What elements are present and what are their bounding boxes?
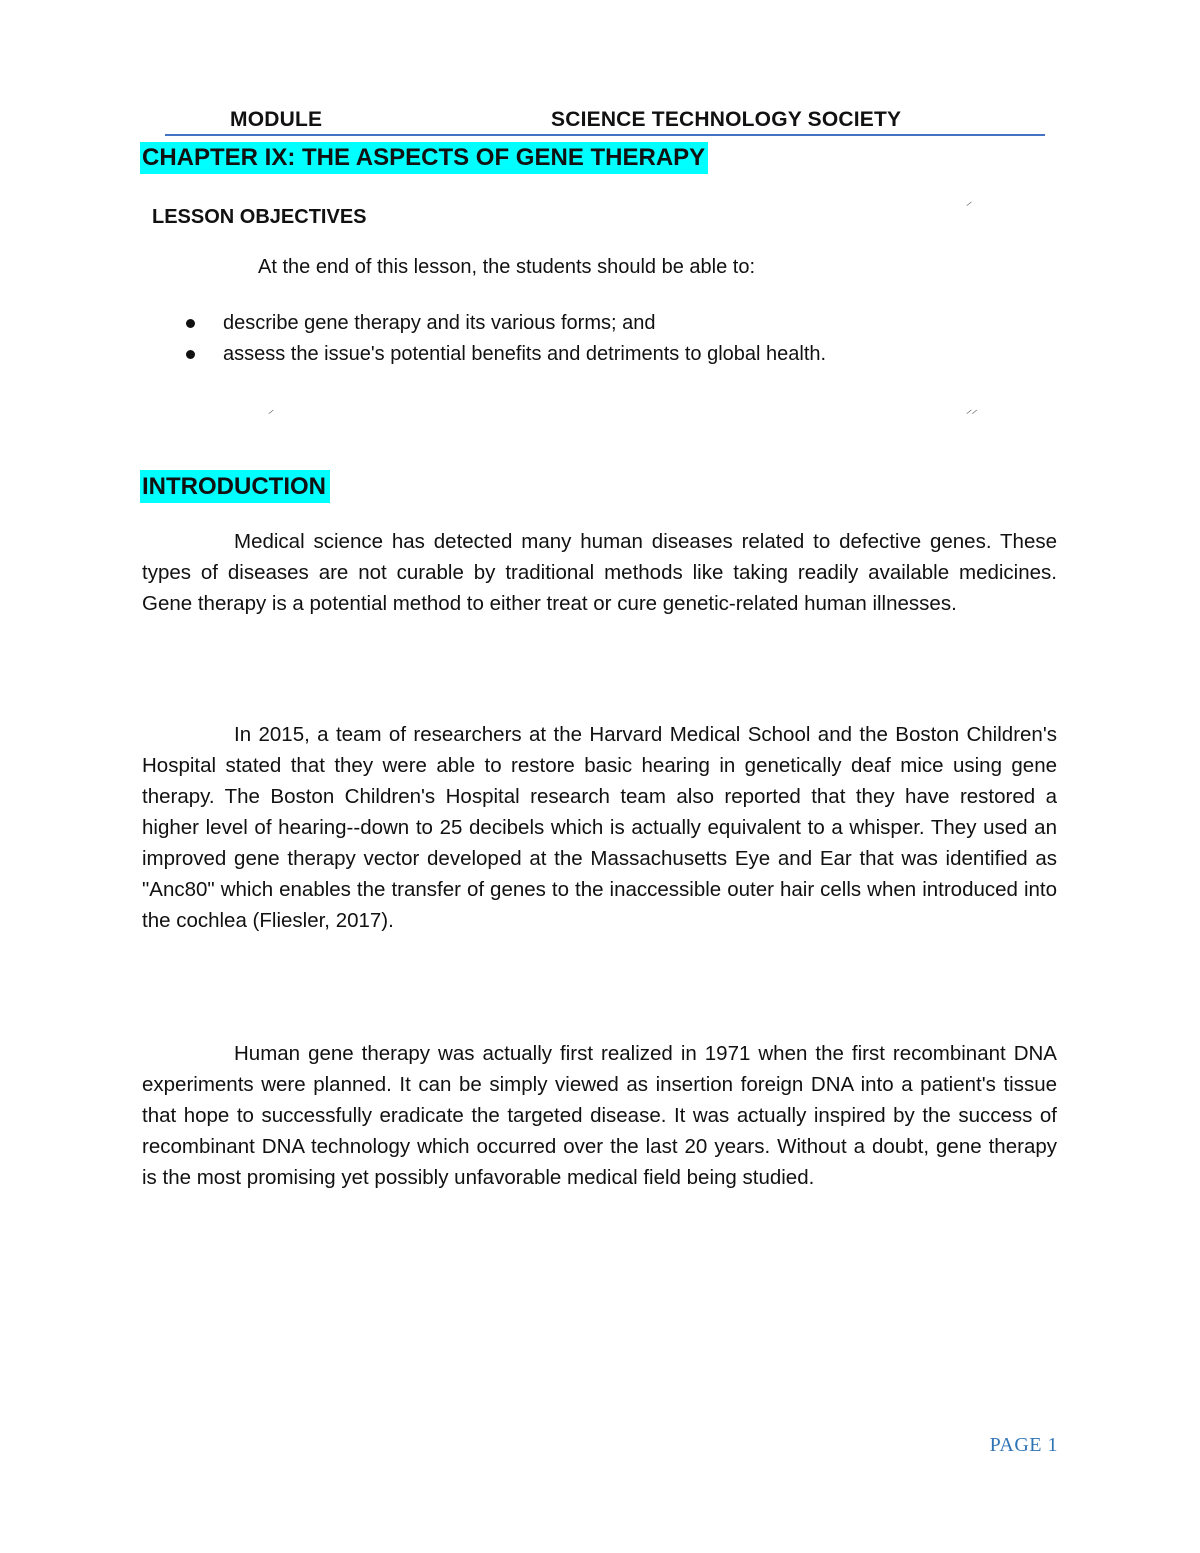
bullet-icon	[186, 319, 195, 328]
lesson-objectives-list	[186, 308, 826, 370]
stray-mark: ⸝⸝	[966, 403, 977, 416]
header-module-label: MODULE	[230, 108, 323, 131]
header-course-title: SCIENCE TECHNOLOGY SOCIETY	[551, 108, 902, 131]
lesson-objectives-intro: At the end of this lesson, the students should be able to:	[258, 256, 756, 278]
chapter-title: CHAPTER IX: THE ASPECTS OF GENE THERAPY	[140, 142, 708, 174]
bullet-icon	[186, 350, 195, 359]
lesson-objectives-heading: LESSON OBJECTIVES	[152, 206, 367, 228]
list-item	[186, 308, 826, 339]
page-header	[165, 108, 1045, 136]
stray-mark: ⸝	[268, 403, 274, 416]
list-item-text: describe gene therapy and its various forms; and	[223, 312, 656, 334]
introduction-paragraph: In 2015, a team of researchers at the Harvard Medical School and the Boston Children's Hospital stated that they were able to restore basic hearing in genetically deaf mice using gene therapy. The Boston Children's Hospital research team also reported that they have restored a higher level of hearing--down to 25 decibels which is actually equivalent to a whisper. They used an improved gene therapy vector developed at the Massachusetts Eye and Ear that was identified as "Anc80" which enables the transfer of genes to the inaccessible outer hair cells when introduced into the cochlea (Fliesler, 2017).	[142, 723, 1057, 932]
introduction-paragraph: Human gene therapy was actually first realized in 1971 when the first recombinant DNA experiments were planned. It can be simply viewed as insertion foreign DNA into a patient's tissue that hope to successfully eradicate the targeted disease. It was actually inspired by the success of recombinant DNA technology which occurred over the last 20 years. Without a doubt, gene therapy is the most promising yet possibly unfavorable medical field being studied.	[142, 1042, 1057, 1189]
list-item-text: assess the issue's potential benefits and detriments to global health.	[223, 343, 827, 365]
introduction-heading: INTRODUCTION	[140, 470, 330, 503]
page-number: PAGE 1	[989, 1434, 1058, 1456]
introduction-paragraph: Medical science has detected many human diseases related to defective genes. These types of diseases are not curable by traditional methods like taking readily available medicines. Gene therapy is a potential method to either treat or cure genetic-related human illnesses.	[142, 530, 1057, 615]
list-item	[186, 339, 826, 370]
stray-mark: ⸝	[966, 195, 972, 208]
